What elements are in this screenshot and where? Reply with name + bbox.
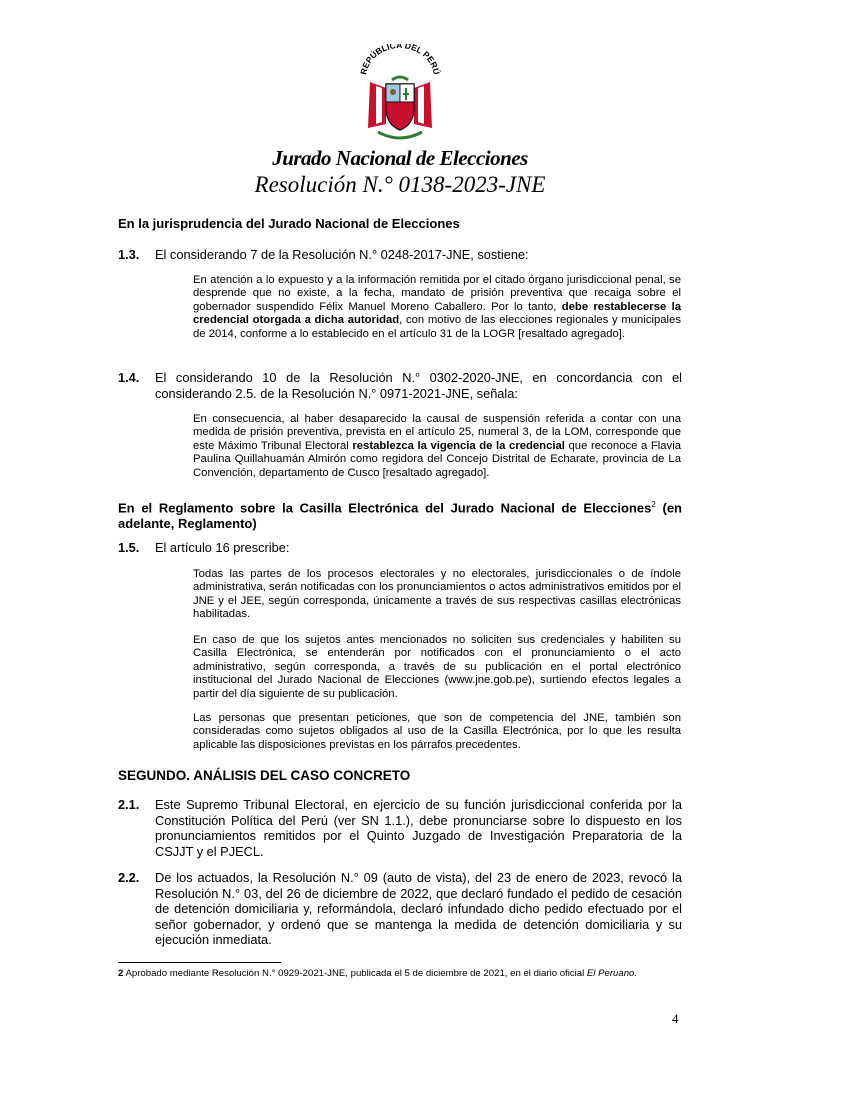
section-heading-jurisprudence: En la jurisprudencia del Jurado Nacional de Elecciones	[118, 216, 460, 231]
quote-text: que reconoce a Flavia Paulina Quillahuamán Almirón como regidora del Concejo Distrital de Echarate, provincia de La Convención, departamento de Cusco [resaltado agregado].	[193, 439, 681, 479]
seal-text: REPÚBLICA DEL PERÚ	[358, 44, 442, 76]
item-text: Este Supremo Tribunal Electoral, en ejercicio de su función jurisdiccional conferida por la Constitución Política del Perú (ver SN 1.1.), debe pronunciarse sobre lo dispuesto en los pronunciamientos remitidos por el Quinto Juzgado de Investigación Preparatoria de la CSJJT y el PJECL.	[155, 797, 682, 859]
item-text: De los actuados, la Resolución N.° 09 (auto de vista), del 23 de enero de 2023, revocó la Resolución N.° 03, del 26 de diciembre de 2022, que declaró fundado el pedido de cesación de detención domiciliaria y, reformándola, declaró infundado dicho pedido efectuado por el señor gobernador, y ordenó que se mantenga la medida de detención domiciliaria y su ejecución inmediata.	[155, 870, 682, 947]
block-quote	[193, 413, 681, 480]
item-number: 1.4.	[118, 370, 140, 385]
quote-text: , con motivo de las elecciones regionales y municipales de 2014, conforme a lo establecido en el artículo 31 de la LOGR [resaltado agregado].	[193, 314, 681, 340]
institution-title: Jurado Nacional de Elecciones	[272, 146, 528, 170]
resolution-number: Resolución N.° 0138-2023-JNE	[254, 172, 546, 197]
footnote-italic: El Peruano.	[586, 968, 638, 979]
block-quote-paragraph: En caso de que los sujetos antes mencionados no soliciten sus credenciales y habiliten su Casilla Electrónica, se entenderán por notificados con el pronunciamiento o el acto administrativo, según corresponda, a través de su publicación en el portal electrónico institucional del Jurado Nacional de Elecciones (www.jne.gob.pe), surtiendo efectos legales a partir del día siguiente de su publicación.	[193, 634, 681, 700]
footnote-marker: 2	[118, 968, 124, 979]
heading-text: En el Reglamento sobre la Casilla Electrónica del Jurado Nacional de Elecciones	[118, 500, 652, 516]
svg-text:REPÚBLICA DEL PERÚ	[358, 44, 443, 75]
block-quote-paragraph: Las personas que presentan peticiones, que son de competencia del JNE, también son consideradas como sujetos obligados al uso de la Casilla Electrónica, por lo que les resulta aplicable las disposiciones previstas en los párrafos precedentes.	[193, 712, 681, 751]
block-quote	[193, 274, 681, 341]
item-number: 2.1.	[118, 797, 140, 812]
page-number: 4	[672, 1011, 679, 1026]
item-text: El considerando 7 de la Resolución N.° 0248-2017-JNE, sostiene:	[155, 247, 529, 262]
item-number: 1.5.	[118, 540, 140, 555]
quote-emphasis: debe restablecerse la credencial otorgada a dicha autoridad	[193, 300, 682, 327]
block-quote-paragraph: Todas las partes de los procesos electorales y no electorales, jurisdiccionales o de índole administrativa, serán notificadas con los pronunciamientos o actos administrativos emitidos por el JNE y el JEE, según corresponda, únicamente a través de sus respectivas casillas electrónicas habilitadas.	[193, 568, 681, 621]
item-number: 1.3.	[118, 247, 140, 262]
quote-emphasis: restablezca la vigencia de la credencial	[352, 439, 565, 452]
quote-text: En atención a lo expuesto y a la información remitida por el citado órgano jurisdiccional penal, se desprende que no existe, a la fecha, mandato de prisión preventiva que recaiga sobre el gobernador suspendido Félix Manuel Moreno Caballero. Por lo tanto,	[193, 274, 681, 313]
item-number: 2.2.	[118, 870, 140, 885]
coat-of-arms-seal	[356, 44, 444, 140]
quote-text: En consecuencia, al haber desaparecido la causal de suspensión referida a contar con una medida de prisión preventiva, prevista en el artículo 25, numeral 3, de la LOM, corresponde que este Máximo Tribunal Electoral	[193, 413, 681, 452]
footnote-ref: 2	[651, 500, 656, 509]
item-text: El considerando 10 de la Resolución N.° 0302-2020-JNE, en concordancia con el considerando 2.5. de la Resolución N.° 0971-2021-JNE, señala:	[155, 370, 682, 401]
section-heading-analysis: SEGUNDO. ANÁLISIS DEL CASO CONCRETO	[118, 768, 411, 783]
section-heading-reglamento	[118, 497, 682, 532]
footnote	[118, 968, 682, 980]
heading-text: (en adelante, Reglamento)	[118, 500, 682, 532]
footnote-text: Aprobado mediante Resolución N.° 0929-2021-JNE, publicada el 5 de diciembre de 2021, en el diario oficial	[123, 968, 587, 979]
item-text: El artículo 16 prescribe:	[155, 540, 290, 555]
footnote-separator	[118, 962, 281, 963]
